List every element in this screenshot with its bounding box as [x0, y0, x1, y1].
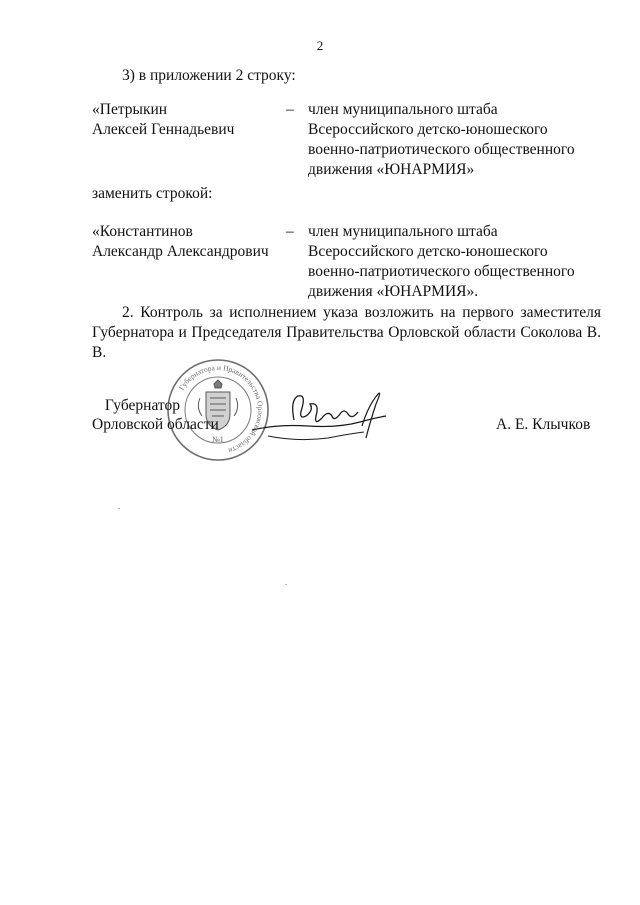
seal-number: №1: [212, 435, 224, 444]
old-entry-role-line: Всероссийского детско-юношеского: [308, 121, 548, 138]
old-entry-dash: –: [286, 101, 294, 118]
old-entry-role-line: движения «ЮНАРМИЯ»: [308, 161, 475, 178]
paragraph-2: 2. Контроль за исполнением указа возложить на первого заместителя Губернатора и Председателя Правительства Орловской области Соколова В. В.: [92, 304, 601, 361]
new-entry-name-line2: Александр Александрович: [92, 243, 269, 260]
scan-speck: [118, 508, 120, 509]
page-number: 2: [316, 38, 324, 53]
signature-title-line2: Орловской области: [92, 416, 219, 433]
old-entry-role-line: военно-патриотического общественного: [308, 141, 575, 158]
new-entry-role-line: движения «ЮНАРМИЯ».: [308, 283, 479, 300]
new-entry-name: [92, 222, 269, 262]
handwritten-signature: [248, 386, 394, 452]
new-entry-role: [308, 222, 575, 302]
old-entry-role-line: член муниципального штаба: [308, 101, 498, 118]
new-entry-role-line: Всероссийского детско-юношеского: [308, 243, 548, 260]
new-entry-role-line: член муниципального штаба: [308, 223, 498, 240]
old-entry-name-line1: «Петрыкин: [92, 101, 168, 118]
new-entry-role-line: военно-патриотического общественного: [308, 263, 575, 280]
signer-name: А. Е. Клычков: [496, 416, 591, 433]
signature-title-line1: Губернатор: [104, 397, 180, 414]
new-entry-name-line1: «Константинов: [92, 223, 193, 240]
scan-speck: [285, 584, 287, 585]
old-entry-name: [92, 100, 234, 140]
seal-ring-text: Губернатора и Правительства Орловской области: [176, 362, 266, 456]
old-entry-role: [308, 100, 575, 180]
item-3-heading: 3) в приложении 2 строку:: [122, 67, 296, 84]
old-entry-name-line2: Алексей Геннадьевич: [92, 121, 235, 138]
new-entry-dash: –: [286, 223, 294, 240]
replace-with-text: заменить строкой:: [92, 185, 213, 202]
